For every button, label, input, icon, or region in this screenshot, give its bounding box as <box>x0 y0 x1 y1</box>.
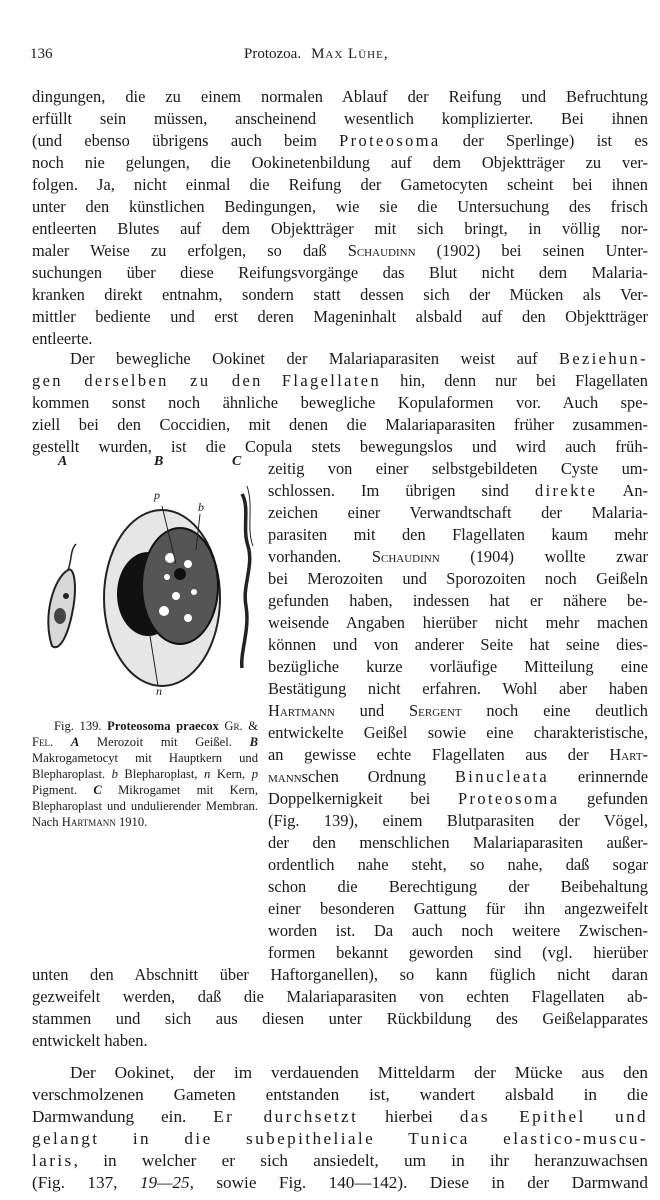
text-line: (Fig. 137, 19—25, sowie Fig. 140—142). Diese in der Darmwand <box>32 1173 648 1192</box>
text-line: entwickelte Geißel sowie eine charakteristische, <box>268 723 648 742</box>
text-line: schlossen. Im übrigen sind direkte An- <box>268 481 648 500</box>
figure-label-c: C <box>232 454 242 469</box>
macrogametocyte-drawing <box>104 506 220 686</box>
text-line: können und von anderer Seite hat seine dies- <box>268 635 648 654</box>
text-line: Der Ookinet, der im verdauenden Mitteldarm der Mücke aus den <box>70 1063 648 1082</box>
text-line: entleerte. <box>32 329 93 348</box>
text-line: (und ebenso übrigens auch beim Proteosoma der Sperlinge) ist es <box>32 131 648 150</box>
merozoite-drawing <box>48 544 76 647</box>
text-line: zeichen einer Verwandtschaft der Malaria- <box>268 503 648 522</box>
text-line: Hartmann und Sergent noch eine deutlich <box>268 701 648 720</box>
running-header <box>30 46 646 68</box>
text-line: vorhanden. Schaudinn (1904) wollte zwar <box>268 547 648 566</box>
text-line: zeitig von einer selbstgebildeten Cyste um- <box>268 459 648 478</box>
text-line: unten den Abschnitt über Haftorganellen), so kann füglich nicht daran <box>32 965 648 984</box>
text-line: gezweifelt werden, daß die Malariaparasiten von echten Flagellaten ab- <box>32 987 648 1006</box>
text-line: Bestätigung nicht erfahren. Wohl aber haben <box>268 679 648 698</box>
figure-139 <box>28 446 260 716</box>
text-line: stammen und sich aus diesen unter Rückbildung des Geißelapparates <box>32 1009 648 1028</box>
figure-label-b: B <box>154 454 164 469</box>
text-line: entleerten Blutes auf dem Objektträger mit sich bringt, in völlig nor- <box>32 219 648 238</box>
text-line: bei Merozoiten und Sporozoiten noch Geißeln <box>268 569 648 588</box>
running-title: Protozoa. Max Lühe, <box>244 46 389 62</box>
text-line: ziell bei den Coccidien, mit denen die Malariaparasiten früher zusammen- <box>32 415 648 434</box>
text-line: an gewisse echte Flagellaten aus der Hart- <box>268 745 648 764</box>
text-line: dingungen, die zu einem normalen Ablauf der Reifung und Befruchtung <box>32 87 648 106</box>
text-line: verschmolzenen Gameten entstanden ist, wandert alsbald in die <box>32 1085 648 1104</box>
figure-label-p: p <box>154 488 160 502</box>
text-line: gefunden haben, indessen hat er nähere be- <box>268 591 648 610</box>
text-line: schon die Berechtigung der Beibehaltung <box>268 877 648 896</box>
text-line: mannschen Ordnung Binucleata erinnernde <box>268 767 648 786</box>
text-line: kommen sonst noch ähnliche bewegliche Kopulaformen vor. Auch spe- <box>32 393 648 412</box>
text-line: gen derselben zu den Flagellaten hin, denn nur bei Flagellaten <box>32 371 648 390</box>
text-line: mittler bediente und erst deren Mageninhalt alsbald auf den Objektträger <box>32 307 648 326</box>
text-line: ordentlich nahe steht, so nahe, daß sogar <box>268 855 648 874</box>
page-number: 136 <box>30 46 53 62</box>
text-line: folgen. Ja, nicht einmal die Reifung der Gametocyten scheint bei ihnen <box>32 175 648 194</box>
text-line: formen bekannt geworden sind (vgl. hierüber <box>268 943 648 962</box>
figure-label-a: A <box>58 454 68 469</box>
text-line: (Fig. 139), einem Blutparasiten der Vögel, <box>268 811 648 830</box>
figure-illustration <box>28 446 260 716</box>
text-line: Doppelkernigkeit bei Proteosoma gefunden <box>268 789 648 808</box>
text-line: parasiten mit den Flagellaten kaum mehr <box>268 525 648 544</box>
text-line: Der bewegliche Ookinet der Malariaparasiten weist auf Beziehun- <box>70 349 648 368</box>
text-line: Darmwandung ein. Er durchsetzt hierbei das Epithel und <box>32 1107 648 1126</box>
text-line: erfüllt sein müssen, anscheinend wesentlich komplizierter. Bei ihnen <box>32 109 648 128</box>
figure-label-n: n <box>156 684 162 698</box>
text-line: kranken direkt entnahm, sondern statt dessen sich der Mücken als Ver- <box>32 285 648 304</box>
figure-label-b-small: b <box>198 500 204 514</box>
microgamete-drawing <box>242 486 253 668</box>
text-line: einer besonderen Gattung für ihn angezweifelt <box>268 899 648 918</box>
text-line: unter den künstlichen Bedingungen, wie sie die Untersuchung des frisch <box>32 197 648 216</box>
text-line: maler Weise zu erfolgen, so daß Schaudinn (1902) bei seinen Unter- <box>32 241 648 260</box>
text-line: gestellt wurden, ist die Copula stets bewegungslos und wird auch früh- <box>32 437 648 456</box>
text-line: entwickelt haben. <box>32 1031 148 1050</box>
text-line: noch nie gelungen, die Ookinetenbildung auf dem Objektträger zu ver- <box>32 153 648 172</box>
text-line: suchungen über diese Reifungsvorgänge das Blut nicht dem Malaria- <box>32 263 648 282</box>
text-line: weisende Angaben hierüber nicht mehr machen <box>268 613 648 632</box>
text-line: gelangt in die subepitheliale Tunica elastico-muscu- <box>32 1129 648 1148</box>
text-line: der den menschlichen Malariaparasiten außer- <box>268 833 648 852</box>
figure-caption: Fig. 139. Proteosoma praecox Gr. & Fel. A Merozoit mit Geißel. B Makrogametocyt mit Hauptkern und Blepharoplast. b Blepharoplast, n Kern, p Pigment. C Mikrogamet mit Kern, Blepharoplast und undulierender Membran. Nach Hartmann 1910. <box>32 719 258 829</box>
text-line: worden ist. Da auch noch weitere Zwischen- <box>268 921 648 940</box>
text-line: laris, in welcher er sich ansiedelt, um in ihr heranzuwachsen <box>32 1151 648 1170</box>
text-line: bezügliche kurze vorläufige Mitteilung eine <box>268 657 648 676</box>
